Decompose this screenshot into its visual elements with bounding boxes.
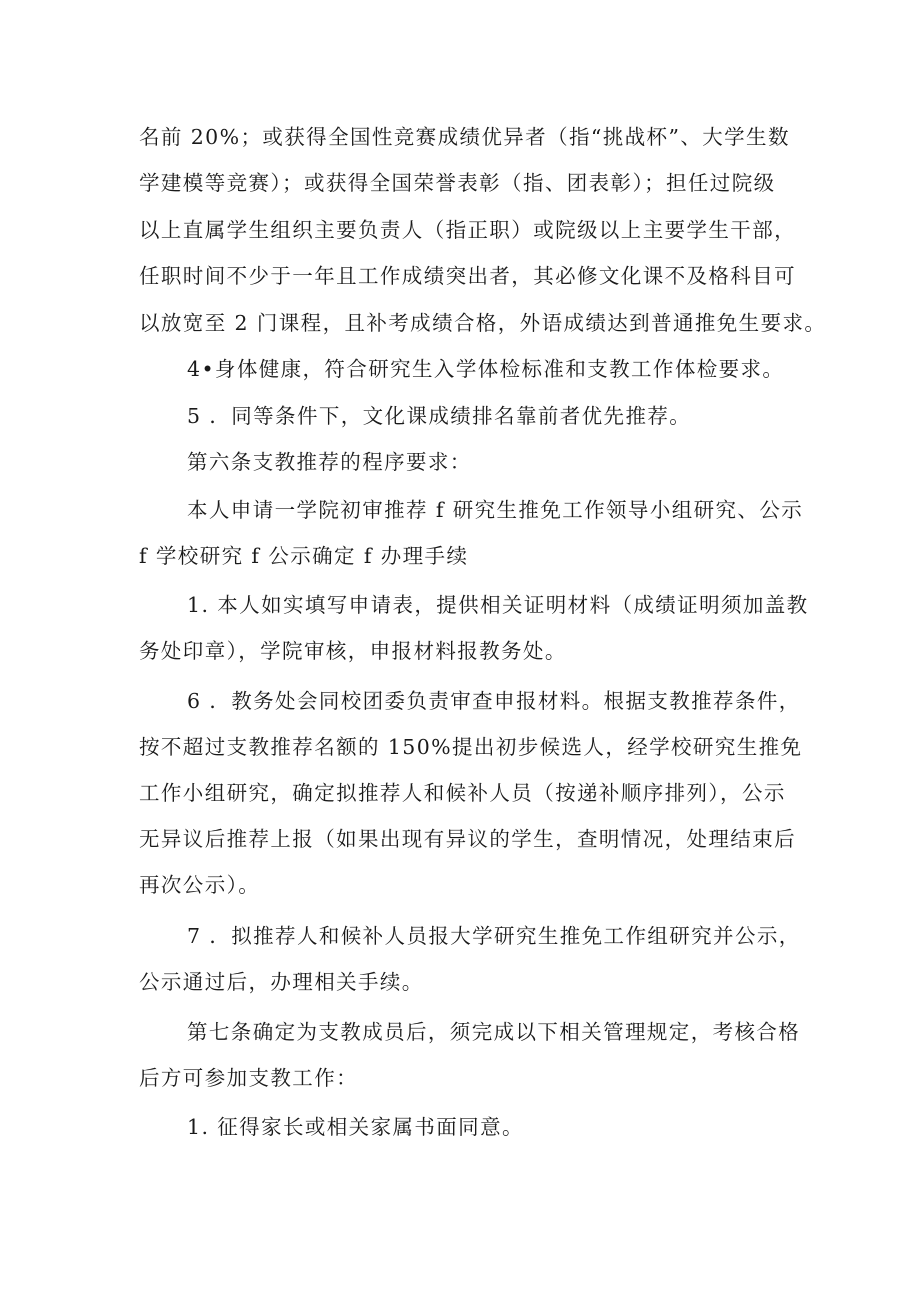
text-line: 务处印章），学院审核，申报材料报教务处。 [139,639,567,663]
text-line: 按不超过支教推荐名额的 150%提出初步候选人，经学校研究生推免 [139,735,803,759]
text-line: 本人申请一学院初审推荐 f 研究生推免工作领导小组研究、公示 [187,498,804,522]
text-line: 以上直属学生组织主要负责人（指正职）或院级以上主要学生干部， [139,218,796,242]
text-line: 公示通过后，办理相关手续。 [139,970,424,994]
text-line: 无异议后推荐上报（如果出现有异议的学生，查明情况，处理结束后 [139,827,796,851]
text-line: 5 ．同等条件下，文化课成绩排名靠前者优先推荐。 [187,404,692,428]
text-line: 后方可参加支教工作： [139,1066,358,1090]
section-heading: 第七条确定为支教成员后，须完成以下相关管理规定，考核合格 [187,1020,801,1044]
text-line: 1. 本人如实填写申请表，提供相关证明材料（成绩证明须加盖教 [187,593,809,617]
text-line: 任职时间不少于一年且工作成绩突出者，其必修文化课不及格科目可 [139,264,796,288]
text-line: 6 ．教务处会同校团委负责审查申报材料。根据支教推荐条件， [187,689,801,713]
text-line: f 学校研究 f 公示确定 f 办理手续 [139,544,469,568]
text-line: 7 ．拟推荐人和候补人员报大学研究生推免工作组研究并公示， [187,924,801,948]
text-line: 4•身体健康，符合研究生入学体检标准和支教工作体检要求。 [187,357,785,381]
section-heading: 第六条支教推荐的程序要求： [187,450,472,474]
text-line: 再次公示）。 [139,873,261,897]
text-line: 工作小组研究，确定拟推荐人和候补人员（按递补顺序排列），公示 [139,781,786,805]
text-line: 1. 征得家长或相关家属书面同意。 [187,1115,524,1139]
text-line: 学建模等竞赛）；或获得全国荣誉表彰（指、团表彰）；担任过院级 [139,171,776,195]
text-line: 名前 20%；或获得全国性竞赛成绩优异者（指“挑战杯”、大学生数 [139,125,790,149]
text-line: 以放宽至 2 门课程，且补考成绩合格，外语成绩达到普通推免生要求。 [139,311,827,335]
